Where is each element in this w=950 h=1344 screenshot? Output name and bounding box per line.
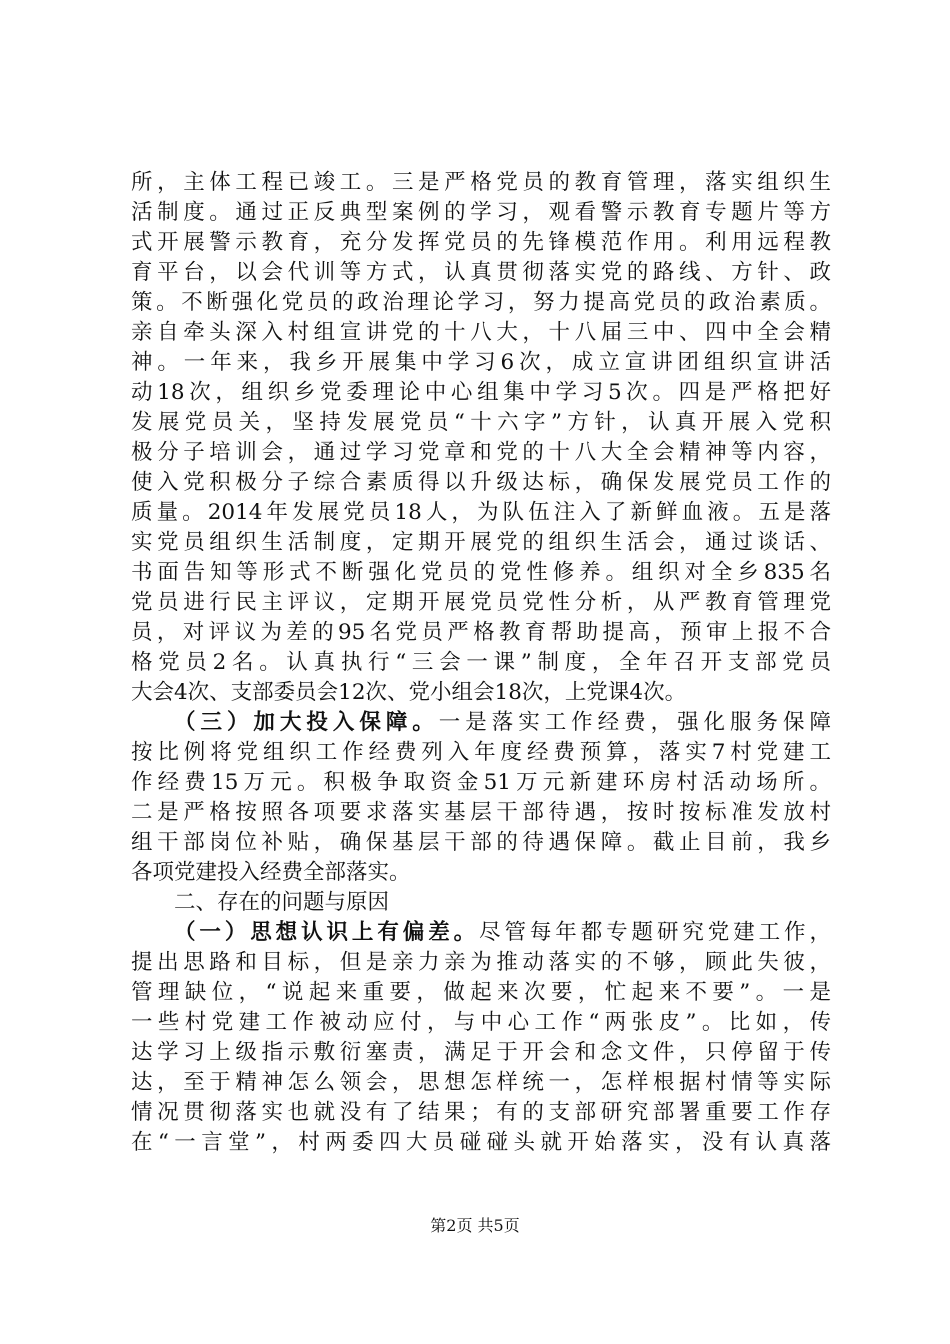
- text-line: 式开展警示教育，充分发挥党员的先锋模范作用。利用远程教: [131, 230, 831, 255]
- text-line: 极分子培训会，通过学习党章和党的十八大全会精神等内容，: [131, 440, 831, 465]
- text-line: 二是严格按照各项要求落实基层干部待遇，按时按标准发放村: [131, 800, 831, 825]
- page-number-label: 第2页 共5页: [430, 1216, 520, 1235]
- subheading-investment-guarantee: （三）加大投入保障。: [174, 710, 439, 735]
- text-line: 活制度。通过正反典型案例的学习，观看警示教育专题片等方: [131, 200, 831, 225]
- text-line-first: [131, 918, 831, 948]
- paragraph-party-member-management: [131, 168, 831, 708]
- text-line: 发展党员关，坚持发展党员“十六字”方针，认真开展入党积: [131, 410, 831, 435]
- text-line: 动18次，组织乡党委理论中心组集中学习5次。四是严格把好: [131, 380, 831, 405]
- page-footer: [0, 1216, 950, 1236]
- text-line: 组干部岗位补贴，确保基层干部的待遇保障。截止目前，我乡: [131, 830, 831, 855]
- text-line: 管理缺位，“说起来重要，做起来次要，忙起来不要”。一是: [131, 980, 831, 1005]
- text-line: 实党员组织生活制度，定期开展党的组织生活会，通过谈话、: [131, 530, 831, 555]
- text-line: 书面告知等形式不断强化党员的党性修养。组织对全乡835名: [131, 560, 831, 585]
- text-line: 在“一言堂”，村两委四大员碰碰头就开始落实，没有认真落: [131, 1130, 831, 1155]
- text-line: 按比例将党组织工作经费列入年度经费预算，落实7村党建工: [131, 740, 831, 765]
- text-line: 所，主体工程已竣工。三是严格党员的教育管理，落实组织生: [131, 170, 831, 195]
- text-line: 党员进行民主评议，定期开展党员党性分析，从严教育管理党: [131, 590, 831, 615]
- text-line: 亲自牵头深入村组宣讲党的十八大，十八届三中、四中全会精: [131, 320, 831, 345]
- document-body: [131, 168, 831, 1158]
- text-line: 格党员2名。认真执行“三会一课”制度，全年召开支部党员: [131, 650, 831, 675]
- text-line: 员，对评议为差的95名党员严格教育帮助提高，预审上报不合: [131, 620, 831, 645]
- text-line: 神。一年来，我乡开展集中学习6次，成立宣讲团组织宣讲活: [131, 350, 831, 375]
- subheading-ideological-deviation: （一）思想认识上有偏差。: [174, 920, 480, 945]
- text-line: 各项党建投入经费全部落实。: [131, 860, 411, 885]
- text-line: 一些村党建工作被动应付，与中心工作“两张皮”。比如，传: [131, 1010, 831, 1035]
- text-line: 育平台，以会代训等方式，认真贯彻落实党的路线、方针、政: [131, 260, 831, 285]
- text-line: 大会4次、支部委员会12次、党小组会18次，上党课4次。: [131, 680, 687, 705]
- paragraph-ideological-deviation: [131, 918, 831, 1158]
- text-line: 达学习上级指示敷衍塞责，满足于开会和念文件，只停留于传: [131, 1040, 831, 1065]
- text-line: 达，至于精神怎么领会，思想怎样统一，怎样根据村情等实际: [131, 1070, 831, 1095]
- text-line: 情况贯彻落实也就没有了结果；有的支部研究部署重要工作存: [131, 1100, 831, 1125]
- text-line: 作经费15万元。积极争取资金51万元新建环房村活动场所。: [131, 770, 831, 795]
- text-line: 提出思路和目标，但是亲力亲为推动落实的不够，顾此失彼，: [131, 950, 831, 975]
- paragraph-investment-guarantee: [131, 708, 831, 888]
- text-line: 使入党积极分子综合素质得以升级达标，确保发展党员工作的: [131, 470, 831, 495]
- text-line: 策。不断强化党员的政治理论学习，努力提高党员的政治素质。: [131, 290, 831, 315]
- section-heading-problems: 二、存在的问题与原因: [174, 890, 390, 915]
- text-run: 尽管每年都专题研究党建工作，: [479, 920, 831, 945]
- text-run: 一是落实工作经费，强化服务保障: [438, 710, 831, 735]
- text-line: 质量。2014年发展党员18人，为队伍注入了新鲜血液。五是落: [131, 500, 831, 525]
- text-line-first: [131, 708, 831, 738]
